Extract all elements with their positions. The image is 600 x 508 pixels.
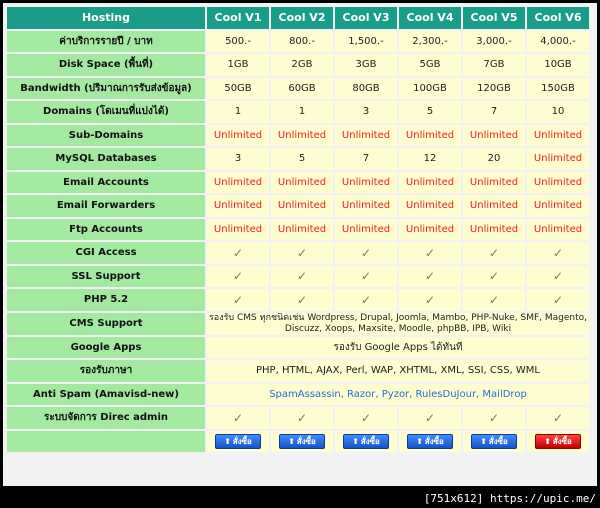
arrow-up-icon: ⬆ (416, 436, 423, 446)
bandwidth-cell: 60GB (271, 78, 333, 100)
price-cell: 3,000.- (463, 31, 525, 53)
order-cell (399, 431, 461, 453)
mysql-cell: 12 (399, 148, 461, 170)
check-icon: ✓ (527, 289, 589, 311)
check-icon: ✓ (399, 407, 461, 429)
price-cell: 800.- (271, 31, 333, 53)
order-cell (335, 431, 397, 453)
row-email-accounts (7, 172, 589, 194)
subdomains-cell: Unlimited (463, 125, 525, 147)
row-subdomains (7, 125, 589, 147)
row-ftp (7, 219, 589, 241)
subdomains-cell: Unlimited (271, 125, 333, 147)
check-icon: ✓ (527, 266, 589, 288)
disk-cell: 7GB (463, 54, 525, 76)
order-button-label: สั่งซื้อ (424, 436, 444, 446)
order-button-v2[interactable] (279, 434, 325, 449)
domains-cell: 5 (399, 101, 461, 123)
mysql-cell: 20 (463, 148, 525, 170)
domains-cell: 1 (207, 101, 269, 123)
price-cell: 4,000.- (527, 31, 589, 53)
ftp-cell: Unlimited (399, 219, 461, 241)
subdomains-cell: Unlimited (335, 125, 397, 147)
bandwidth-cell: 100GB (399, 78, 461, 100)
ftp-cell: Unlimited (207, 219, 269, 241)
row-cms (7, 313, 589, 335)
bandwidth-cell: 50GB (207, 78, 269, 100)
row-antispam (7, 384, 589, 406)
row-label: CGI Access (7, 242, 205, 264)
row-domains (7, 101, 589, 123)
order-button-label: สั่งซื้อ (360, 436, 380, 446)
check-icon: ✓ (335, 407, 397, 429)
bandwidth-cell: 80GB (335, 78, 397, 100)
disk-cell: 2GB (271, 54, 333, 76)
check-icon: ✓ (399, 266, 461, 288)
pricing-frame (3, 3, 597, 486)
row-label: CMS Support (7, 313, 205, 335)
order-button-v4[interactable] (407, 434, 453, 449)
check-icon: ✓ (271, 242, 333, 264)
check-icon: ✓ (335, 266, 397, 288)
ftp-cell: Unlimited (335, 219, 397, 241)
row-email-forwarders (7, 195, 589, 217)
row-label: ระบบจัดการ Direc admin (7, 407, 205, 429)
mysql-cell: 7 (335, 148, 397, 170)
arrow-up-icon: ⬆ (288, 436, 295, 446)
arrow-up-icon: ⬆ (352, 436, 359, 446)
disk-cell: 10GB (527, 54, 589, 76)
subdomains-cell: Unlimited (527, 125, 589, 147)
row-label: Disk Space (พื้นที่) (7, 54, 205, 76)
row-label: Email Forwarders (7, 195, 205, 217)
check-icon: ✓ (335, 289, 397, 311)
email-forwarders-cell: Unlimited (463, 195, 525, 217)
order-cell (271, 431, 333, 453)
ftp-cell: Unlimited (271, 219, 333, 241)
watermark-text: [751x612] https://upic.me/ (423, 492, 596, 505)
check-icon: ✓ (463, 266, 525, 288)
email-accounts-cell: Unlimited (527, 172, 589, 194)
check-icon: ✓ (527, 242, 589, 264)
order-cell (207, 431, 269, 453)
email-accounts-cell: Unlimited (207, 172, 269, 194)
email-forwarders-cell: Unlimited (527, 195, 589, 217)
order-cell (527, 431, 589, 453)
row-label: SSL Support (7, 266, 205, 288)
header-plan-v1: Cool V1 (207, 7, 269, 29)
disk-cell: 5GB (399, 54, 461, 76)
price-cell: 1,500.- (335, 31, 397, 53)
check-icon: ✓ (527, 407, 589, 429)
check-icon: ✓ (271, 289, 333, 311)
bandwidth-cell: 120GB (463, 78, 525, 100)
check-icon: ✓ (207, 289, 269, 311)
row-label-empty (7, 431, 205, 453)
email-accounts-cell: Unlimited (399, 172, 461, 194)
domains-cell: 10 (527, 101, 589, 123)
row-label: Google Apps (7, 337, 205, 359)
ftp-cell: Unlimited (463, 219, 525, 241)
header-plan-v2: Cool V2 (271, 7, 333, 29)
header-plan-v4: Cool V4 (399, 7, 461, 29)
row-price (7, 31, 589, 53)
row-label: ค่าบริการรายปี / บาท (7, 31, 205, 53)
check-icon: ✓ (463, 407, 525, 429)
check-icon: ✓ (463, 289, 525, 311)
row-label: Anti Spam (Amavisd-new) (7, 384, 205, 406)
row-label: Sub-Domains (7, 125, 205, 147)
check-icon: ✓ (463, 242, 525, 264)
order-button-label: สั่งซื้อ (296, 436, 316, 446)
header-hosting: Hosting (7, 7, 205, 29)
row-order (7, 431, 589, 453)
check-icon: ✓ (271, 407, 333, 429)
row-google-apps (7, 337, 589, 359)
email-forwarders-cell: Unlimited (335, 195, 397, 217)
order-button-v6[interactable] (535, 434, 581, 449)
subdomains-cell: Unlimited (399, 125, 461, 147)
email-forwarders-cell: Unlimited (207, 195, 269, 217)
price-cell: 500.- (207, 31, 269, 53)
row-disk (7, 54, 589, 76)
pricing-table (5, 5, 591, 454)
header-row (7, 7, 589, 29)
mysql-cell: 3 (207, 148, 269, 170)
email-accounts-cell: Unlimited (463, 172, 525, 194)
row-label: Domains (โดเมนที่แบ่งได้) (7, 101, 205, 123)
row-cgi (7, 242, 589, 264)
row-label: MySQL Databases (7, 148, 205, 170)
row-bandwidth (7, 78, 589, 100)
row-php (7, 289, 589, 311)
mysql-cell: 5 (271, 148, 333, 170)
domains-cell: 3 (335, 101, 397, 123)
row-label: PHP 5.2 (7, 289, 205, 311)
check-icon: ✓ (335, 242, 397, 264)
row-languages (7, 360, 589, 382)
ftp-cell: Unlimited (527, 219, 589, 241)
email-forwarders-cell: Unlimited (399, 195, 461, 217)
order-button-v3[interactable] (343, 434, 389, 449)
header-plan-v5: Cool V5 (463, 7, 525, 29)
arrow-up-icon: ⬆ (224, 436, 231, 446)
row-label: Email Accounts (7, 172, 205, 194)
subdomains-cell: Unlimited (207, 125, 269, 147)
arrow-up-icon: ⬆ (544, 436, 551, 446)
check-icon: ✓ (399, 242, 461, 264)
header-plan-v6: Cool V6 (527, 7, 589, 29)
check-icon: ✓ (271, 266, 333, 288)
row-label: Bandwidth (ปริมาณการรับส่งข้อมูล) (7, 78, 205, 100)
google-apps-text: รองรับ Google Apps ได้ทันที (207, 337, 589, 359)
row-ssl (7, 266, 589, 288)
domains-cell: 7 (463, 101, 525, 123)
email-forwarders-cell: Unlimited (271, 195, 333, 217)
disk-cell: 1GB (207, 54, 269, 76)
row-mysql (7, 148, 589, 170)
check-icon: ✓ (399, 289, 461, 311)
row-direct-admin (7, 407, 589, 429)
antispam-text: SpamAssassin, Razor, Pyzor, RulesDuJour, MailDrop (207, 384, 589, 406)
order-button-v5[interactable] (471, 434, 517, 449)
email-accounts-cell: Unlimited (271, 172, 333, 194)
domains-cell: 1 (271, 101, 333, 123)
mysql-cell: Unlimited (527, 148, 589, 170)
order-button-v1[interactable] (215, 434, 261, 449)
row-label: รองรับภาษา (7, 360, 205, 382)
bandwidth-cell: 150GB (527, 78, 589, 100)
row-label: Ftp Accounts (7, 219, 205, 241)
languages-text: PHP, HTML, AJAX, Perl, WAP, XHTML, XML, SSI, CSS, WML (207, 360, 589, 382)
check-icon: ✓ (207, 266, 269, 288)
check-icon: ✓ (207, 242, 269, 264)
disk-cell: 3GB (335, 54, 397, 76)
order-button-label: สั่งซื้อ (232, 436, 252, 446)
email-accounts-cell: Unlimited (335, 172, 397, 194)
cms-support-text: รองรับ CMS ทุกชนิดเช่น Wordpress, Drupal, Joomla, Mambo, PHP-Nuke, SMF, Magento, Discuzz, Xoops, Maxsite, Moodle, phpBB, IPB, Wiki (208, 312, 588, 334)
order-button-label: สั่งซื้อ (488, 436, 508, 446)
order-cell (463, 431, 525, 453)
order-button-label: สั่งซื้อ (552, 436, 572, 446)
arrow-up-icon: ⬆ (480, 436, 487, 446)
header-plan-v3: Cool V3 (335, 7, 397, 29)
price-cell: 2,300.- (399, 31, 461, 53)
check-icon: ✓ (207, 407, 269, 429)
